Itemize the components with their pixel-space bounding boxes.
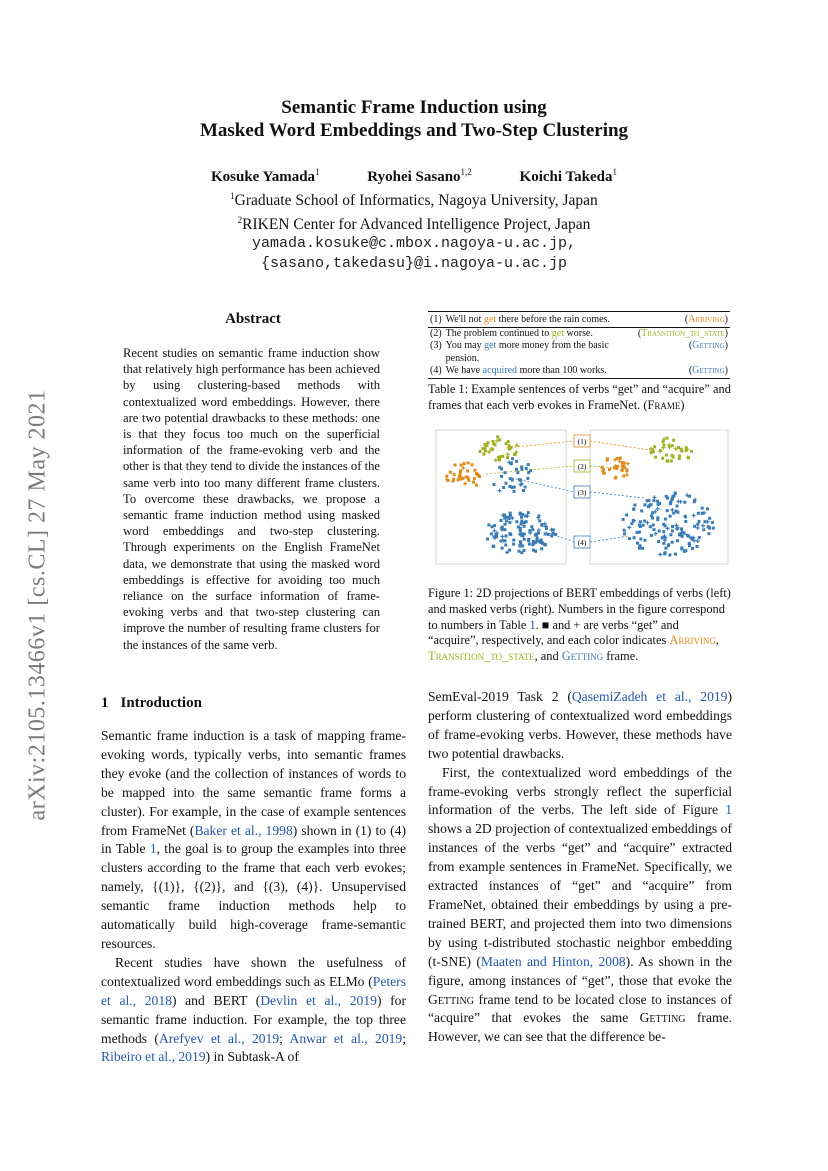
verb-point (671, 541, 674, 544)
verb-point (625, 473, 629, 477)
verb-point (652, 524, 655, 527)
email: yamada.kosuke@c.mbox.nagoya-u.ac.jp, (251, 235, 577, 253)
verb-point (544, 543, 547, 546)
verb-point (620, 469, 623, 472)
verb-point (698, 536, 701, 539)
sentence-label: (3) (577, 488, 587, 497)
verb-point (652, 499, 655, 502)
verb-point (652, 450, 655, 453)
intro-right-column (428, 688, 732, 1047)
verb-point (520, 520, 523, 523)
paragraph: Recent studies have shown the usefulness of contextualized word embeddings such as ELMo (Peters et al., 2018) and BERT (Devlin et al., 2019) for semantic frame induction. For example, the top three methods (Arefyev et al., 2019; Anwar et al., 2019; Ribeiro et al., 2019) in Subtask-A of (101, 954, 406, 1065)
verb-point (475, 472, 478, 475)
verb-point (523, 525, 526, 528)
verb-point (508, 444, 511, 447)
verb-point (462, 477, 465, 480)
affiliations (0, 187, 828, 273)
sentence-label: (1) (577, 437, 587, 446)
verb-point (663, 444, 666, 447)
verb-point (538, 519, 541, 522)
verb-point (665, 454, 668, 457)
verb-point (501, 547, 504, 550)
verb-point (532, 549, 535, 552)
email: {sasano,takedasu}@i.nagoya-u.ac.jp (260, 254, 568, 272)
verb-point (683, 550, 686, 553)
verb-point (500, 475, 503, 478)
section-heading (101, 695, 202, 712)
verb-point (513, 490, 516, 493)
verb-point (484, 449, 487, 452)
verb-point (520, 516, 523, 519)
verb-point (658, 530, 661, 533)
verb-point (460, 464, 463, 467)
verb-point (523, 485, 527, 489)
verb-point (516, 471, 519, 474)
verb-point (641, 547, 644, 550)
verb-point (666, 459, 669, 462)
verb-point (479, 450, 482, 453)
citation-link[interactable]: Arefyev et al., 2019 (158, 1030, 280, 1046)
verb-point (472, 481, 475, 484)
verb-point (467, 462, 470, 465)
verb-point (513, 453, 516, 456)
verb-point (509, 514, 512, 517)
verb-point (528, 543, 531, 546)
verb-point (527, 511, 530, 514)
verb-point (647, 499, 650, 502)
verb-point (508, 549, 511, 552)
verb-point (693, 500, 696, 503)
verb-point (664, 547, 667, 550)
verb-point (482, 453, 485, 456)
verb-point (471, 463, 474, 466)
author: Koichi Takeda$^1$ (519, 167, 617, 185)
verb-point (547, 533, 550, 536)
verb-point (452, 480, 455, 483)
verb-point (676, 539, 679, 542)
figure-ref-link[interactable]: 1 (725, 802, 732, 818)
intro-left-column (101, 727, 406, 1067)
verb-point (656, 516, 659, 519)
verb-point (696, 523, 699, 526)
table-ref-link[interactable]: 1 (149, 841, 157, 857)
verb-point (509, 533, 512, 536)
verb-point (696, 526, 700, 530)
verb-point (494, 458, 498, 462)
verb-point (523, 533, 526, 536)
verb-point (676, 500, 680, 504)
arxiv-sidebar (18, 355, 58, 855)
paper-title (0, 96, 828, 142)
verb-point (492, 442, 495, 445)
verb-point (503, 514, 506, 517)
verb-point (687, 456, 690, 459)
verb-point (536, 536, 539, 539)
verb-point (500, 519, 503, 522)
verb-point (638, 524, 641, 527)
verb-point (669, 515, 672, 518)
author-list (0, 167, 828, 186)
verb-point (680, 527, 683, 530)
verb-point (505, 519, 508, 522)
verb-point (463, 482, 467, 486)
verb-point (661, 457, 664, 460)
verb-point (633, 504, 636, 507)
verb-point (636, 531, 639, 534)
verb-point (628, 537, 631, 540)
verb-point (671, 454, 674, 457)
verb-point (498, 466, 501, 469)
verb-point (530, 525, 533, 528)
title-line-2: Masked Word Embeddings and Two-Step Clustering (199, 120, 629, 141)
verb-point (499, 455, 502, 458)
verb-point (630, 522, 633, 525)
verb-point (473, 469, 476, 472)
verb-point (520, 523, 523, 526)
table-row: (2) The problem continued to get worse. (Transition_to_state) (430, 327, 728, 339)
verb-point (643, 539, 646, 542)
verb-point (515, 460, 518, 463)
verb-point (486, 441, 489, 444)
verb-point (616, 457, 619, 460)
verb-point (459, 469, 462, 472)
verb-point (625, 514, 628, 517)
paragraph: First, the contextualized word embeddings of the frame-evoking verbs strongly reflect the superficial information of the verbs. The left side of Figure 1 shows a 2D projection of contextualized embeddings of instances of the verbs “get” and “acquire” extracted from example sentences in FrameNet. Specifically, we extracted instances of “get” and “acquire” from FrameNet, obtained their embeddings by using a pre-trained BERT, and projected them into two dimensions by using t-distributed stochastic neighbor embedding (t-SNE) (Maaten and Hinton, 2008). As shown in the figure, among instances of “get”, those that evoke the Getting frame tend to be located close to instances of “acquire” that evokes the same Getting frame. However, we can see that the difference be- (428, 764, 732, 1045)
verb-point (678, 457, 681, 460)
verb-point (501, 528, 504, 531)
verb-point (486, 444, 489, 447)
verb-point (457, 478, 460, 481)
citation-link[interactable]: Devlin et al., 2019 (260, 992, 377, 1008)
verb-point (653, 445, 656, 448)
verb-point (504, 539, 507, 542)
verb-point (639, 538, 642, 541)
example-table (428, 311, 730, 379)
verb-point (639, 520, 642, 523)
verb-point (643, 520, 646, 523)
verb-point (712, 527, 715, 530)
verb-point (503, 517, 506, 520)
verb-point (445, 475, 448, 478)
author: Ryohei Sasano$^{1,2}$ (367, 167, 472, 185)
verb-point (671, 525, 674, 528)
verb-point (467, 476, 470, 479)
verb-point (664, 524, 667, 527)
verb-point (504, 471, 507, 474)
table-caption: Table 1: Example sentences of verbs “get” and “acquire” and frames that each verb evokes in FrameNet. (Frame) (428, 382, 731, 412)
verb-point (533, 541, 536, 544)
verb-point (505, 535, 508, 538)
verb-point (511, 479, 514, 482)
verb-point (662, 440, 665, 443)
verb-point (552, 528, 555, 531)
verb-point (453, 473, 456, 476)
verb-point (623, 529, 626, 532)
verb-point (708, 517, 711, 520)
paragraph: SemEval-2019 Task 2 (QasemiZadeh et al., 2019) perform clustering of contextualized word embeddings of frame-evoking verbs. However, these methods have two potential drawbacks. (428, 689, 732, 761)
verb-point (511, 457, 514, 460)
sentence-label: (2) (577, 462, 587, 471)
table-ref-link[interactable]: 1 (529, 617, 536, 632)
verb-point (493, 483, 496, 486)
verb-point (515, 468, 518, 471)
title-line-1: Semantic Frame Induction using (281, 97, 547, 118)
verb-point (463, 462, 466, 465)
verb-point (522, 489, 525, 492)
verb-point (616, 465, 619, 468)
verb-point (659, 449, 662, 452)
verb-point (657, 540, 660, 543)
verb-point (526, 477, 529, 480)
verb-point (678, 532, 681, 535)
verb-point (669, 533, 672, 536)
verb-point (647, 505, 650, 508)
affiliation: $^1$Graduate School of Informatics, Nagoya University, Japan (230, 191, 598, 210)
verb-point (698, 520, 701, 523)
verb-point (506, 452, 510, 456)
verb-point (684, 520, 687, 523)
verb-point (632, 519, 635, 522)
verb-point (692, 514, 696, 518)
verb-point (540, 547, 543, 550)
section-number: 1 (101, 695, 109, 711)
verb-point (487, 450, 491, 454)
verb-point (540, 523, 543, 526)
verb-point (650, 534, 653, 537)
arxiv-id: arXiv:2105.13466v1 [cs.CL] 27 May 2021 (24, 389, 51, 821)
verb-point (505, 482, 508, 485)
verb-point (623, 532, 626, 535)
citation-link[interactable]: Peters et al., 2018 (101, 973, 406, 1008)
citation-link[interactable]: QasemiZadeh et al., 2019 (571, 689, 728, 704)
verb-point (627, 525, 631, 529)
verb-point (622, 475, 625, 478)
verb-point (527, 538, 530, 541)
verb-point (674, 553, 677, 556)
citation-link[interactable]: Ribeiro et al., 2019 (101, 1049, 206, 1065)
abstract-text: Recent studies on semantic frame induction show that relatively high performance has been achieved by using clustering-based methods with contextualized word embeddings. However, there are two potential drawbacks to these methods: one is that they focus too much on the superficial information of the frame-evoking verb and the other is that they tend to divide the instances of the same verb into too many different frame clusters. To overcome these drawbacks, we propose a semantic frame induction method using masked word embeddings and two-step clustering. Through experiments on the English FrameNet data, we demonstrate that using the masked word embeddings is effective for avoiding too much reliance on the surface information of frame-evoking verbs and that two-step clustering can improve the number of resulting frame clusters for the instances of the same verb. (123, 346, 380, 652)
verb-point (674, 492, 677, 495)
verb-point (486, 538, 489, 541)
verb-point (504, 544, 507, 547)
verb-point (666, 497, 669, 500)
verb-point (523, 549, 526, 552)
verb-point (654, 532, 658, 536)
verb-point (701, 524, 705, 528)
verb-point (649, 525, 652, 528)
verb-point (643, 503, 646, 506)
verb-point (667, 543, 670, 546)
verb-point (498, 459, 501, 462)
verb-point (540, 539, 543, 542)
author: Kosuke Yamada$^1$ (210, 167, 320, 185)
citation-link[interactable]: Maaten and Hinton, 2008 (480, 953, 626, 969)
verb-point (696, 539, 700, 543)
verb-point (466, 470, 469, 473)
verb-point (640, 509, 643, 512)
verb-point (691, 547, 694, 550)
verb-point (653, 528, 656, 531)
citation-link[interactable]: Baker et al., 1998 (194, 822, 293, 838)
verb-point (681, 450, 684, 453)
verb-point (505, 442, 508, 445)
verb-point (487, 524, 490, 527)
verb-point (518, 550, 521, 553)
verb-point (509, 512, 512, 515)
verb-point (696, 545, 699, 548)
verb-point (492, 529, 496, 533)
verb-point (677, 446, 680, 449)
verb-point (708, 527, 711, 530)
verb-point (520, 532, 523, 535)
verb-point (678, 454, 681, 457)
figure-1 (428, 426, 732, 568)
verb-point (672, 439, 675, 442)
verb-point (662, 542, 665, 545)
verb-point (621, 464, 624, 467)
verb-point (519, 529, 522, 532)
verb-point (688, 544, 691, 547)
verb-point (510, 461, 513, 464)
verb-point (531, 528, 534, 531)
paragraph: Semantic frame induction is a task of mapping frame-evoking words, typically verbs, into semantic frames they evoke (and the collection of instances of words to be mapped into the same semantic frame forms a cluster). For example, in the case of example sentences from FrameNet (Baker et al., 1998) shown in (1) to (4) in Table 1, the goal is to group the examples into three clusters according to the frame that each verb evokes; namely, {(1)}, {(2)}, and {(3), (4)}. Unsupervised semantic frame induction methods help to automatically build high-coverage frame-semantic resources. (101, 728, 406, 951)
verb-point (663, 552, 666, 555)
table-1 (428, 311, 730, 379)
verb-point (602, 472, 605, 475)
verb-point (512, 543, 515, 546)
verb-point (493, 535, 496, 538)
verb-point (521, 513, 524, 516)
verb-point (500, 534, 504, 538)
verb-point (473, 477, 476, 480)
verb-point (625, 469, 628, 472)
verb-point (633, 536, 636, 539)
verb-point (508, 485, 511, 488)
verb-point (493, 524, 496, 527)
verb-point (636, 542, 639, 545)
verb-point (632, 508, 635, 511)
verb-point (670, 508, 674, 512)
verb-point (642, 524, 645, 527)
verb-point (653, 495, 657, 499)
verb-point (508, 521, 511, 524)
verb-point (527, 463, 530, 466)
verb-point (676, 511, 679, 514)
section-title: Introduction (120, 695, 202, 711)
verb-point (707, 532, 710, 535)
verb-point (619, 457, 622, 460)
verb-point (622, 518, 625, 521)
verb-point (523, 538, 526, 541)
verb-point (490, 532, 493, 535)
verb-point (672, 512, 675, 515)
verb-point (454, 464, 457, 467)
embedding-scatter-plots (428, 426, 732, 568)
verb-point (492, 545, 495, 548)
table-row: (3) You may get more money from the basic pension. (Getting) (430, 340, 728, 364)
verb-point (496, 435, 499, 438)
verb-point (683, 501, 686, 504)
verb-point (608, 468, 611, 471)
verb-point (475, 484, 478, 487)
verb-point (512, 539, 515, 542)
verb-point (554, 533, 557, 536)
verb-point (711, 521, 714, 524)
verb-point (638, 547, 641, 550)
abstract-heading: Abstract (225, 311, 281, 327)
table-row: (4) We have acquired more than 100 works. (Getting) (430, 365, 728, 376)
verb-point (693, 525, 696, 528)
verb-point (657, 503, 660, 506)
verb-point (513, 486, 516, 489)
verb-point (691, 537, 694, 540)
verb-point (525, 467, 528, 470)
verb-point (668, 554, 671, 557)
verb-point (684, 515, 687, 518)
verb-point (544, 533, 547, 536)
verb-point (502, 486, 505, 489)
verb-point (550, 535, 553, 538)
verb-point (650, 514, 653, 517)
verb-point (519, 542, 522, 545)
verb-point (506, 456, 509, 459)
verb-point (508, 517, 511, 520)
verb-point (697, 512, 700, 515)
sentence-label: (4) (577, 538, 587, 547)
verb-point (666, 509, 669, 512)
verb-point (706, 507, 709, 510)
verb-point (515, 520, 518, 523)
verb-point (685, 449, 688, 452)
verb-point (654, 456, 657, 459)
table-row: (1) We'll not get there before the rain comes. (Arriving) (428, 312, 730, 328)
verb-point (656, 507, 660, 511)
verb-point (702, 528, 705, 531)
verb-point (447, 479, 450, 482)
verb-point (449, 471, 452, 474)
verb-point (498, 489, 502, 493)
verb-point (680, 546, 683, 549)
verb-point (664, 518, 667, 521)
verb-point (606, 459, 609, 462)
citation-link[interactable]: Anwar et al., 2019 (289, 1030, 403, 1046)
verb-point (690, 450, 693, 453)
figure-caption: Figure 1: 2D projections of BERT embeddings of verbs (left) and masked verbs (right). Numbers in the figure correspond to numbers in Table 1. ■ and + are verbs “get” and “acquire”, respectively, and each color indicates Arriving, Transition_to_state, and Getting frame. (428, 586, 731, 664)
verb-point (671, 497, 674, 500)
verb-point (701, 507, 704, 510)
verb-point (662, 530, 665, 533)
abstract-body (123, 345, 380, 653)
verb-point (676, 505, 679, 508)
verb-point (658, 553, 662, 557)
verb-point (527, 471, 530, 474)
verb-point (671, 530, 674, 533)
affiliation: $^2$RIKEN Center for Advanced Intelligence Project, Japan (237, 214, 591, 233)
verb-point (504, 523, 507, 526)
verb-point (661, 536, 664, 539)
verb-point (670, 460, 673, 463)
